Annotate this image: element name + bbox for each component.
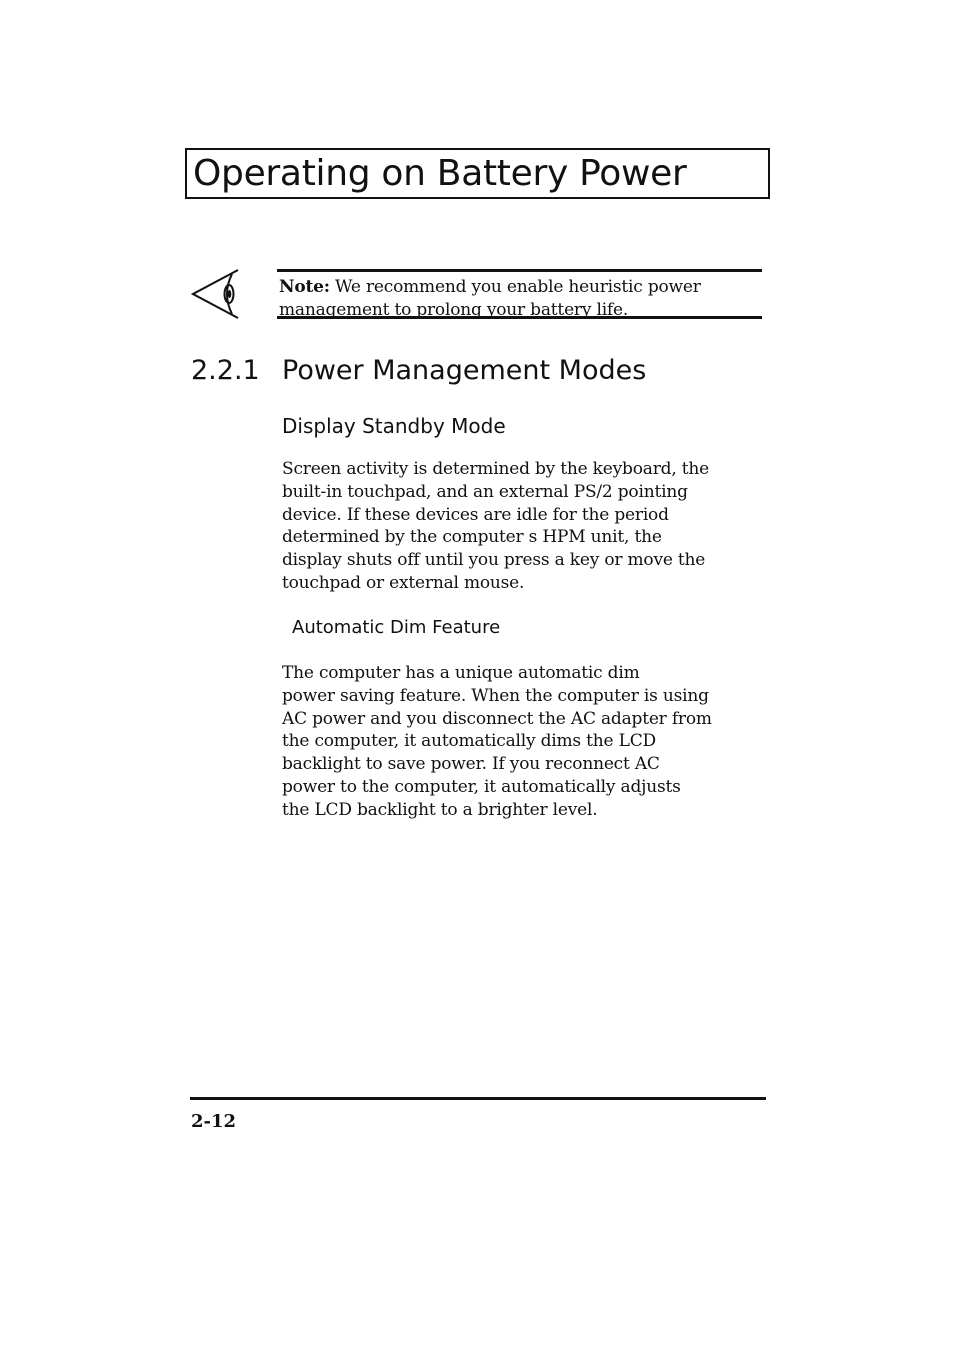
paragraph-line: device. If these devices are idle for the period bbox=[282, 504, 669, 525]
automatic-dim-heading: Automatic Dim Feature bbox=[292, 617, 501, 638]
footer-rule bbox=[190, 1097, 766, 1100]
paragraph-line: the computer, it automatically dims the LCD bbox=[282, 731, 656, 752]
paragraph-line: touchpad or external mouse. bbox=[282, 572, 525, 593]
page-number: 2-12 bbox=[191, 1111, 237, 1132]
paragraph-line: power to the computer, it automatically adjusts bbox=[282, 776, 681, 797]
note-label: Note: bbox=[279, 277, 330, 297]
paragraph-line: display shuts off until you press a key or move the bbox=[282, 550, 706, 571]
paragraph-line: backlight to save power. If you reconnect AC bbox=[282, 754, 660, 775]
section-title: Power Management Modes bbox=[282, 355, 647, 386]
note-text: We recommend you enable heuristic power management to prolong your battery life. bbox=[279, 277, 701, 320]
paragraph-line: Screen activity is determined by the keyboard, the bbox=[282, 459, 709, 479]
eye-icon bbox=[191, 269, 243, 321]
page-title-box bbox=[185, 148, 770, 199]
paragraph-line: built-in touchpad, and an external PS/2 pointing bbox=[282, 481, 688, 502]
display-standby-heading: Display Standby Mode bbox=[282, 414, 506, 438]
page-title: Operating on Battery Power bbox=[193, 153, 687, 194]
note-box bbox=[277, 269, 762, 319]
paragraph-line: power saving feature. When the computer is using bbox=[282, 685, 709, 706]
display-standby-paragraph bbox=[282, 458, 767, 595]
automatic-dim-paragraph bbox=[282, 662, 767, 822]
section-number: 2.2.1 bbox=[191, 355, 260, 386]
note-text-block bbox=[279, 276, 759, 322]
paragraph-line: The computer has a unique automatic dim bbox=[282, 663, 640, 683]
paragraph-line: AC power and you disconnect the AC adapter from bbox=[282, 708, 712, 729]
paragraph-line: determined by the computer s HPM unit, the bbox=[282, 527, 662, 548]
paragraph-line: the LCD backlight to a brighter level. bbox=[282, 799, 598, 820]
